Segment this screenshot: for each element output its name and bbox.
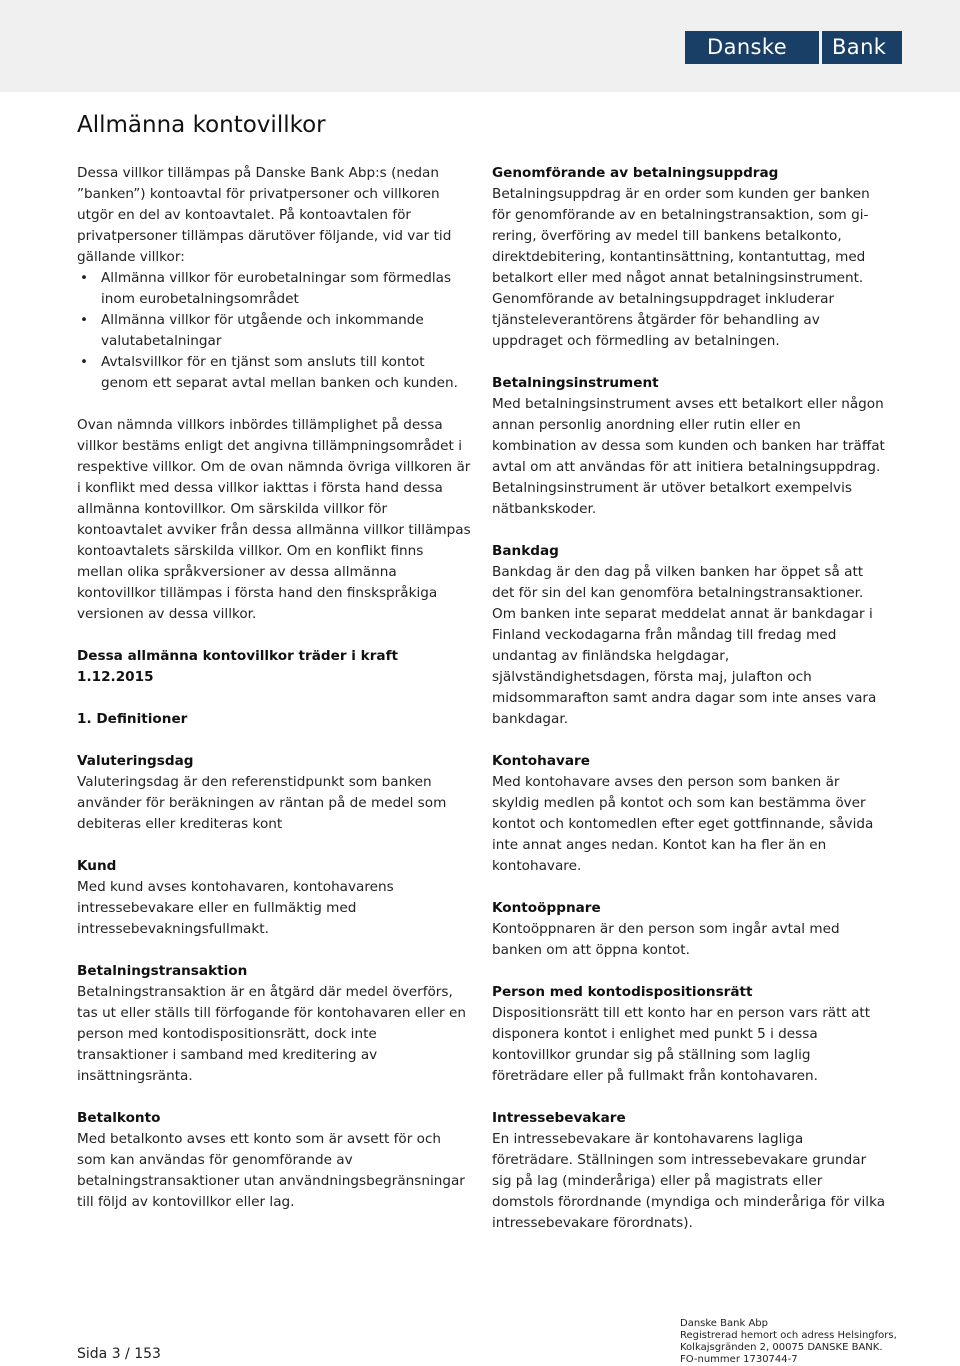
page-number: Sida 3 / 153	[77, 1346, 161, 1362]
definition-betalningsinstrument	[492, 373, 887, 520]
definition-term: Genomförande av betalningsuppdrag	[492, 165, 779, 181]
right-column	[492, 163, 887, 1255]
address-line: Danske Bank Abp	[680, 1318, 768, 1329]
definition-term: Valuteringsdag	[77, 753, 194, 769]
effective-date: 1.12.2015	[77, 669, 154, 685]
definition-kund	[77, 856, 472, 940]
definition-text: Med betalningsinstrument avses ett betalkort eller någon annan personlig anordning eller rutin eller en kombination av dessa som kunden och banken har träffat avtal om att användas för att initiera betalningsuppdrag. Betalningsinstrument är utöver betalkort exempelvis nätbankskoder.	[492, 396, 885, 517]
definition-text: Betalningstransaktion är en åtgärd där medel överförs, tas ut eller ställs till förfogande för kontohavaren eller en person med kontodispositionsrätt, dock inte transaktioner i samband med kreditering av insättningsränta.	[77, 984, 466, 1084]
effective-heading: Dessa allmänna kontovillkor träder i kraft	[77, 648, 398, 664]
logo-danske: Danske	[685, 31, 819, 64]
definition-text: Med betalkonto avses ett konto som är avsett för och som kan användas för genomförande av betalningstransaktioner utan användningsbegränsningar till följd av kontovillkor eller lag.	[77, 1131, 465, 1210]
definition-genomforande	[492, 163, 887, 352]
conditions-list	[77, 268, 472, 394]
definition-text: En intressebevakare är kontohavarens lagliga företrädare. Ställningen som intressebevakare grundar sig på lag (minderåriga) eller på magistrats eller domstols förordnande (myndiga och minderåriga för vilka intressebevakare förordnats).	[492, 1131, 886, 1231]
intro-paragraph: Dessa villkor tillämpas på Danske Bank Abp:s (nedan ”banken”) kontoavtal för privatpersoner och villkoren utgör en del av kontoavtalet. På kontoavtalen för privatpersoner tillämpas därutöver följande, vid var tid gällande villkor:	[77, 165, 452, 265]
definition-kontooppnare	[492, 898, 887, 961]
definition-text: Dispositionsrätt till ett konto har en person vars rätt att disponera kontot i enlighet med punkt 5 i dessa kontovillkor grundar sig på ställning som laglig företrädare eller på fullmakt från kontohavaren.	[492, 1005, 871, 1084]
section-heading-definitions: 1. Definitioner	[77, 711, 188, 727]
definition-bankdag	[492, 541, 887, 730]
definition-term: Kontoöppnare	[492, 900, 601, 916]
effective-section	[77, 646, 472, 688]
definition-kontodispositionsratt	[492, 982, 887, 1087]
definition-term: Betalkonto	[77, 1110, 161, 1126]
definition-betalningstransaktion	[77, 961, 472, 1087]
definition-term: Betalningsinstrument	[492, 375, 659, 391]
address-line: FO-nummer 1730744-7	[680, 1354, 798, 1365]
company-address	[680, 1318, 897, 1366]
page-title: Allmänna kontovillkor	[77, 112, 326, 138]
definition-betalkonto	[77, 1108, 472, 1213]
list-item: • Allmänna villkor för utgående och inkommande valutabetalningar	[77, 310, 472, 352]
definition-text: Valuteringsdag är den referenstidpunkt som banken använder för beräkningen av räntan på de medel som debiteras eller krediteras kont	[77, 774, 447, 832]
definition-term: Kontohavare	[492, 753, 590, 769]
address-line: Kolkajsgränden 2, 00075 DANSKE BANK.	[680, 1342, 883, 1353]
definition-term: Person med kontodispositionsrätt	[492, 984, 753, 1000]
definition-text: Bankdag är den dag på vilken banken har öppet så att det för sin del kan genomföra betalningstransaktioner. Om banken inte separat meddelat annat är bankdagar i Finland veckodagarna från måndag till fredag med undantag av finländska helgdagar, självständighetsdagen, första maj, julafton och midsommarafton samt andra dagar som inte anses vara bankdagar.	[492, 564, 877, 727]
applicability-paragraph: Ovan nämnda villkors inbördes tillämplighet på dessa villkor bestäms enligt det angivna tillämpningsområdet i respektive villkor. Om de ovan nämnda övriga villkoren är i konflikt med dessa villkor iakttas i första hand dessa allmänna kontovillkor. Om särskilda villkor för kontoavtalet avviker från dessa allmänna villkor tillämpas kontoavtalets särskilda villkor. Om en konflikt finns mellan olika språkversioner av dessa allmänna kontovillkor tillämpas i första hand den finskspråkiga versionen av dessa villkor.	[77, 417, 471, 622]
definition-term: Intressebevakare	[492, 1110, 626, 1126]
definition-text: Med kund avses kontohavaren, kontohavarens intressebevakare eller en fullmäktig med intressebevakningsfullmakt.	[77, 879, 394, 937]
definition-valuteringsdag	[77, 751, 472, 835]
left-column	[77, 163, 472, 1234]
definition-term: Kund	[77, 858, 117, 874]
definition-intressebevakare	[492, 1108, 887, 1234]
definition-text: Betalningsuppdrag är en order som kunden ger banken för genomförande av en betalningstransaktion, som gi-rering, överföring av medel till bankens betalkonto, direktdebitering, kontantinsättning, kontantuttag, med betalkort eller med något annat betalningsinstrument. Genomförande av betalningsuppdraget inkluderar tjänsteleverantörens åtgärder för behandling av uppdraget och förmedling av betalningen.	[492, 186, 870, 349]
definition-kontohavare	[492, 751, 887, 877]
list-item: • Allmänna villkor för eurobetalningar som förmedlas inom eurobetalningsområdet	[77, 268, 472, 310]
danske-bank-logo	[685, 31, 902, 64]
logo-bank: Bank	[822, 31, 902, 64]
list-item: • Avtalsvillkor för en tjänst som ansluts till kontot genom ett separat avtal mellan banken och kunden.	[77, 352, 472, 394]
definition-term: Bankdag	[492, 543, 559, 559]
definition-term: Betalningstransaktion	[77, 963, 248, 979]
definition-text: Med kontohavare avses den person som banken är skyldig medlen på kontot och som kan bestämma över kontot och kontomedlen efter eget gottfinnande, såvida inte annat anges nedan. Kontot kan ha fler än en kontohavare.	[492, 774, 874, 874]
definition-text: Kontoöppnaren är den person som ingår avtal med banken om att öppna kontot.	[492, 921, 840, 958]
address-line: Registrerad hemort och adress Helsingfors,	[680, 1330, 897, 1341]
